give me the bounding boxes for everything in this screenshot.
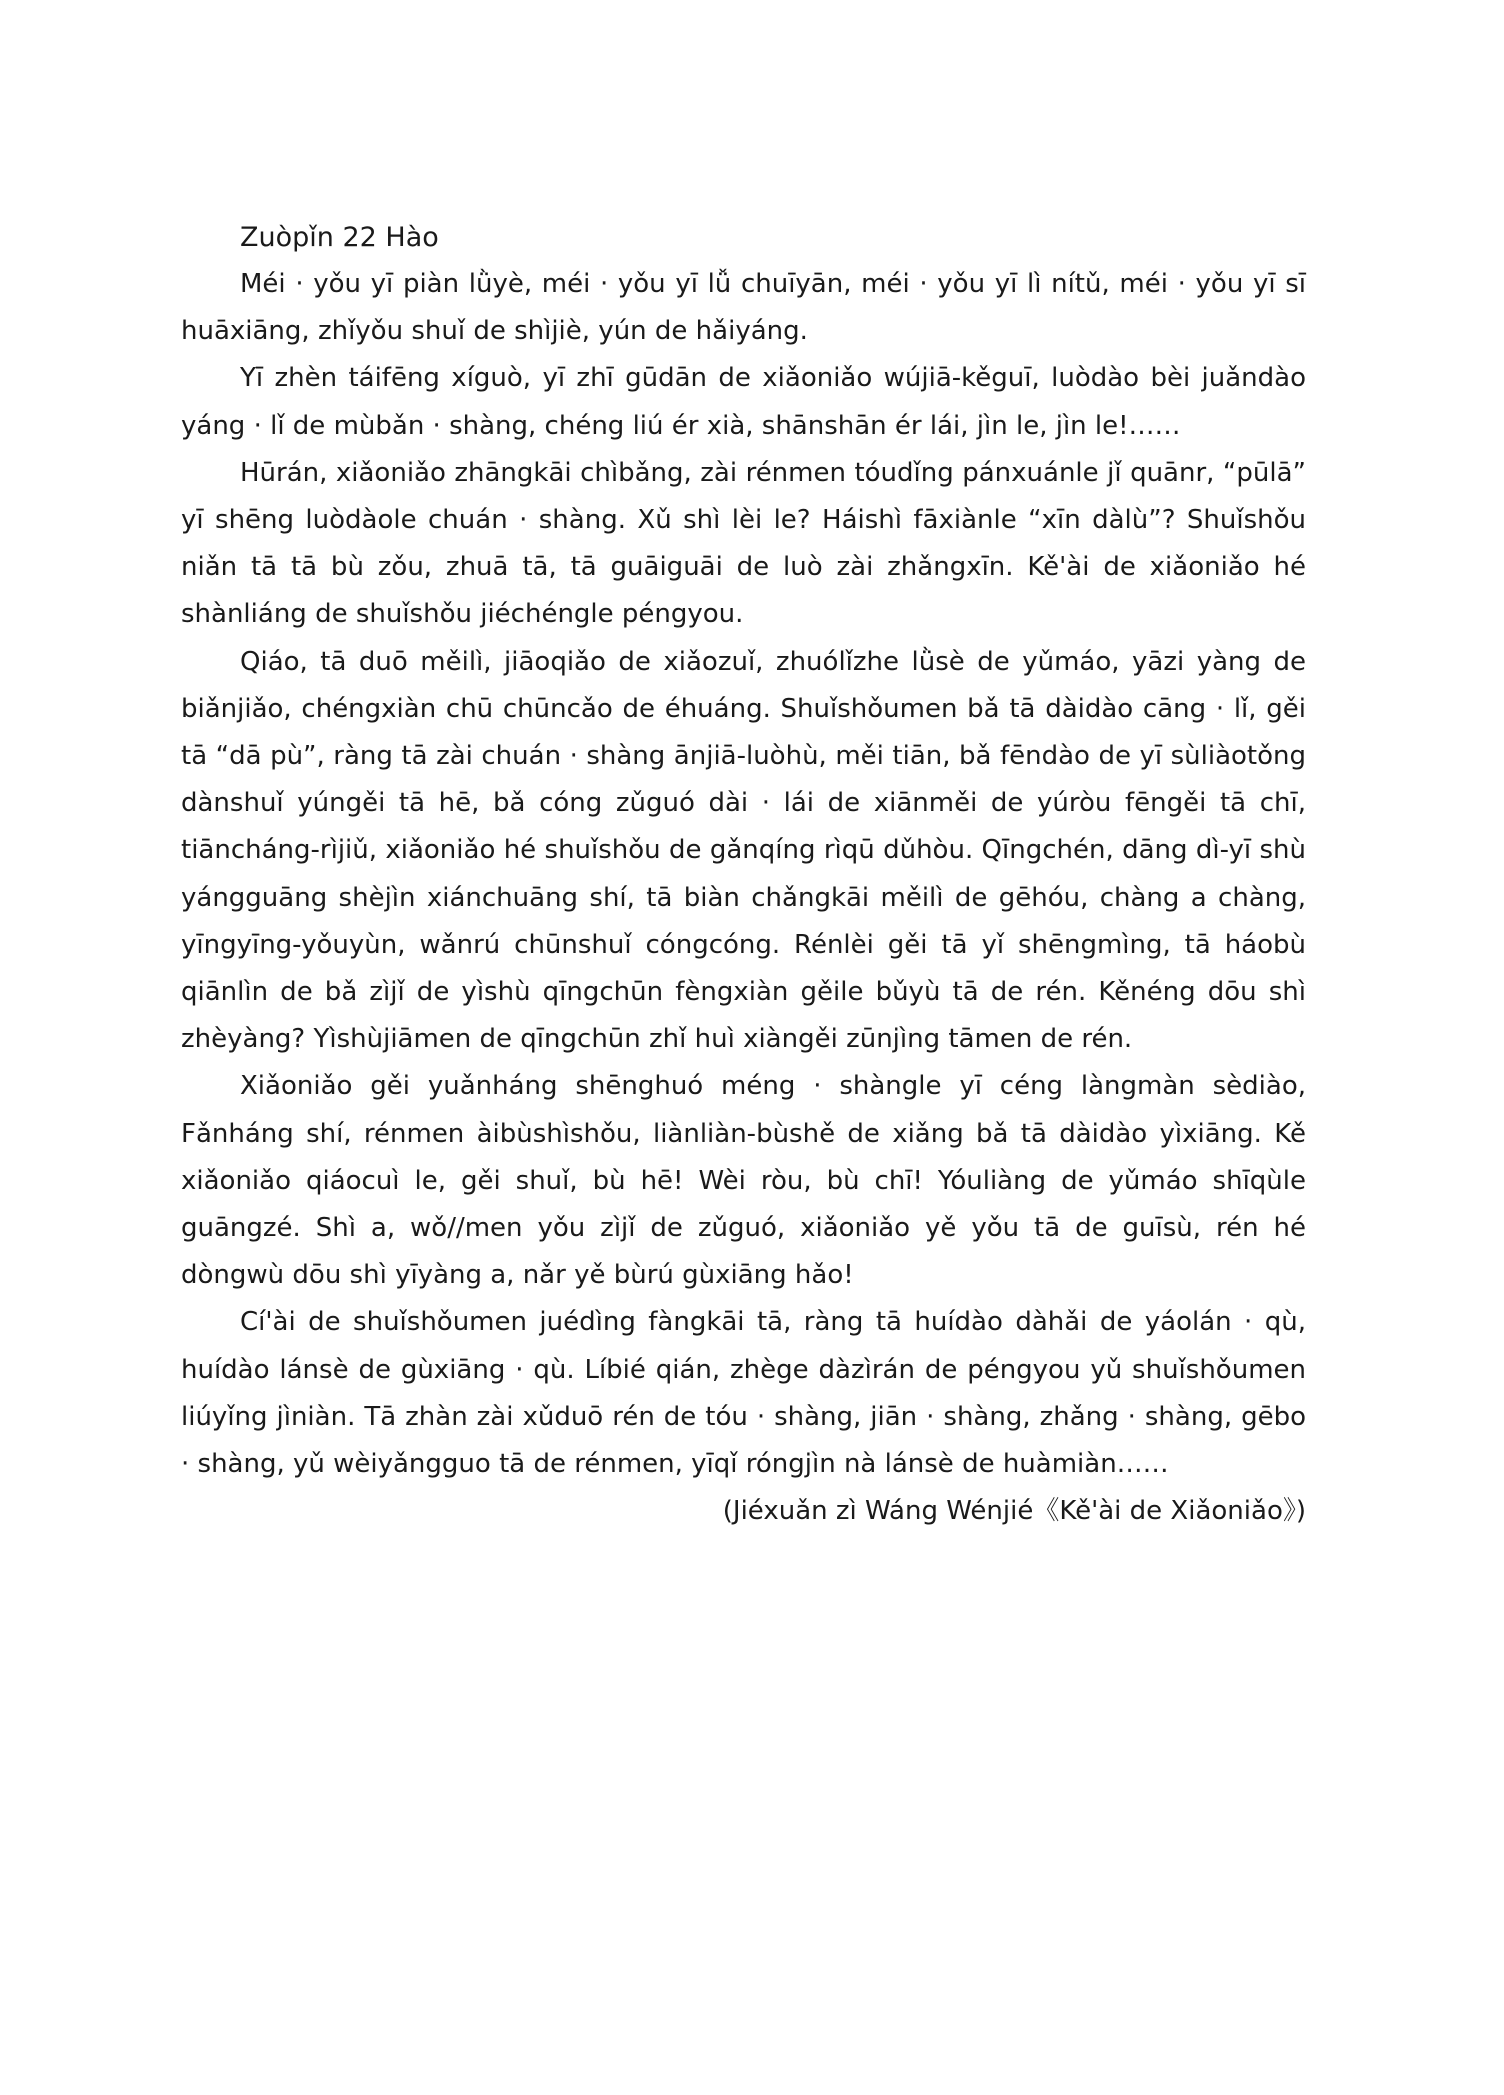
paragraph-2: Yī zhèn táifēng xíguò, yī zhī gūdān de xiǎoniǎo wújiā-kěguī, luòdào bèi juǎndào yáng · lǐ de mùbǎn · shàng, chéng liú ér xià, shānshān ér lái, jìn le, jìn le!…… (181, 363, 1306, 441)
paragraph-1: Méi · yǒu yī piàn lǜyè, méi · yǒu yī lǚ chuīyān, méi · yǒu yī lì nítǔ, méi · yǒu yī sī huāxiāng, zhǐyǒu shuǐ de shìjiè, yún de hǎiyáng. (181, 269, 1306, 347)
paragraph-5: Xiǎoniǎo gěi yuǎnháng shēnghuó méng · shàngle yī céng làngmàn sèdiào, Fǎnháng shí, rénmen àibùshìshǒu, liànliàn-bùshě de xiǎng bǎ tā dàidào yìxiāng. Kě xiǎoniǎo qiáocuì le, gěi shuǐ, bù hē! Wèi ròu, bù chī! Yóuliàng de yǔmáo shīqùle guāngzé. Shì a, wǒ//men yǒu zìjǐ de zǔguó, xiǎoniǎo yě yǒu tā de guīsù, rén hé dòngwù dōu shì yīyàng a, nǎr yě bùrú gùxiāng hǎo! (181, 1071, 1306, 1291)
paragraph-6: Cí'ài de shuǐshǒumen juédìng fàngkāi tā, ràng tā huídào dàhǎi de yáolán · qù, huídào lánsè de gùxiāng · qù. Líbié qián, zhège dàzìrán de péngyou yǔ shuǐshǒumen liúyǐng jìniàn. Tā zhàn zài xǔduō rén de tóu · shàng, jiān · shàng, zhǎng · shàng, gēbo · shàng, yǔ wèiyǎngguo tā de rénmen, yīqǐ róngjìn nà lánsè de huàmiàn…… (181, 1307, 1306, 1480)
source-citation: (Jiéxuǎn zì Wáng Wénjié《Kě'ài de Xiǎoniǎo》) (722, 1496, 1306, 1527)
document-title: Zuòpǐn 22 Hào (240, 222, 439, 253)
document-page (181, 214, 1306, 1535)
paragraph-4: Qiáo, tā duō měilì, jiāoqiǎo de xiǎozuǐ, zhuólǐzhe lǜsè de yǔmáo, yāzi yàng de biǎnjiǎo, chéngxiàn chū chūncǎo de éhuáng. Shuǐshǒumen bǎ tā dàidào cāng · lǐ, gěi tā “dā pù”, ràng tā zài chuán · shàng ānjiā-luòhù, měi tiān, bǎ fēndào de yī sùliàotǒng dànshuǐ yúngěi tā hē, bǎ cóng zǔguó dài · lái de xiānměi de yúròu fēngěi tā chī, tiāncháng-rìjiǔ, xiǎoniǎo hé shuǐshǒu de gǎnqíng rìqū dǔhòu. Qīngchén, dāng dì-yī shù yángguāng shèjìn xiánchuāng shí, tā biàn chǎngkāi měilì de gēhóu, chàng a chàng, yīngyīng-yǒuyùn, wǎnrú chūnshuǐ cóngcóng. Rénlèi gěi tā yǐ shēngmìng, tā háobù qiānlìn de bǎ zìjǐ de yìshù qīngchūn fèngxiàn gěile bǔyù tā de rén. Kěnéng dōu shì zhèyàng? Yìshùjiāmen de qīngchūn zhǐ huì xiàngěi zūnjìng tāmen de rén. (181, 646, 1306, 1055)
paragraph-3: Hūrán, xiǎoniǎo zhāngkāi chìbǎng, zài rénmen tóudǐng pánxuánle jǐ quānr, “pūlā” yī shēng luòdàole chuán · shàng. Xǔ shì lèi le? Háishì fāxiànle “xīn dàlù”? Shuǐshǒu niǎn tā tā bù zǒu, zhuā tā, tā guāiguāi de luò zài zhǎngxīn. Kě'ài de xiǎoniǎo hé shànliáng de shuǐshǒu jiéchéngle péngyou. (181, 457, 1306, 630)
